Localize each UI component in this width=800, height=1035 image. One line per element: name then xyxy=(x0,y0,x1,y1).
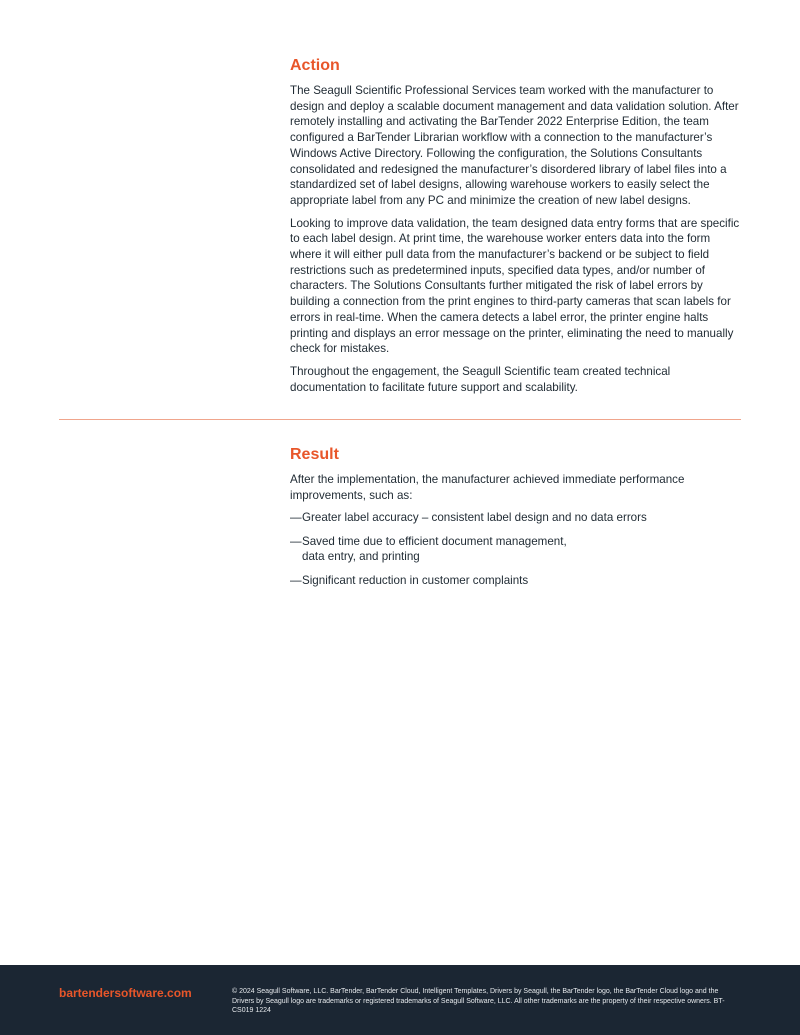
dash-bullet: — xyxy=(290,534,302,548)
website-link[interactable]: bartendersoftware.com xyxy=(59,986,192,1000)
list-item-text: Saved time due to efficient document management, data entry, and printing xyxy=(302,534,567,564)
dash-bullet: — xyxy=(290,511,302,525)
result-intro: After the implementation, the manufacturer achieved immediate performance improvements, such as: xyxy=(290,473,685,502)
result-list xyxy=(290,510,742,588)
legal-notice: © 2024 Seagull Software, LLC. BarTender, BarTender Cloud, Intelligent Templates, Drivers by Seagull, the BarTender logo, the BarTender Cloud logo and the Drivers by Seagull logo are trademarks or registered trademarks of Seagull Software, LLC. All other trademarks are the property of their respective owners. BT-CS019 1224 xyxy=(232,988,725,1015)
action-paragraph: The Seagull Scientific Professional Services team worked with the manufacturer to design and deploy a scalable document management and data validation solution. After remotely installing and activating the BarTender 2022 Enterprise Edition, the team configured a BarTender Librarian workflow with a connection to the manufacturer’s Windows Active Directory. Following the configuration, the Solutions Consultants consolidated and redesigned the manufacturer’s disordered library of label files into a standardized set of label designs, allowing warehouse workers to easily select the appropriate label from any PC and minimize the creation of new label designs. xyxy=(290,84,739,207)
list-item xyxy=(290,573,742,589)
list-item-text: Significant reduction in customer complaints xyxy=(302,573,529,587)
action-section xyxy=(290,55,742,402)
list-item xyxy=(290,534,742,565)
dash-bullet: — xyxy=(290,573,302,587)
result-section xyxy=(290,444,742,596)
action-paragraph: Throughout the engagement, the Seagull Scientific team created technical documentation to facilitate future support and scalability. xyxy=(290,364,671,394)
action-heading: Action xyxy=(290,57,340,74)
list-item xyxy=(290,510,742,526)
page-footer xyxy=(0,965,800,1035)
action-paragraph: Looking to improve data validation, the team designed data entry forms that are specific to each label design. At print time, the warehouse worker enters data into the form where it will either pull data from the manufacturer’s backend or be subject to field restrictions such as predetermined inputs, specified data types, and/or number of characters. The Solutions Consultants further mitigated the risk of label errors by building a connection from the print engines to third-party cameras that scan labels for errors in real-time. When the camera detects a label error, the printer engine halts printing and displays an error message on the printer, eliminating the need to manually check for mistakes. xyxy=(290,216,740,356)
result-heading: Result xyxy=(290,446,339,463)
section-divider xyxy=(59,419,741,420)
list-item-text: Greater label accuracy – consistent label design and no data errors xyxy=(302,511,647,525)
